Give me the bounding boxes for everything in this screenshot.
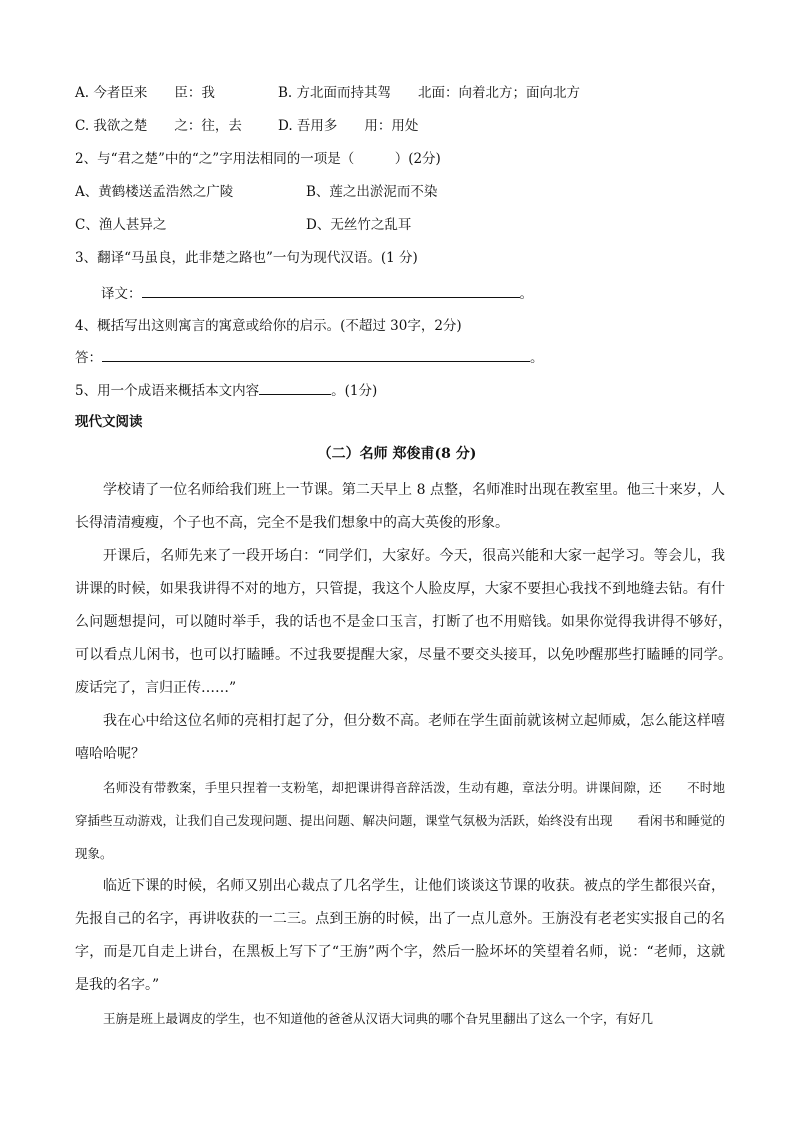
q2-option-c: C、渔人甚异之 (75, 217, 167, 233)
paragraph-2: 开课后，名师先来了一段开场白：“同学们，大家好。今天，很高兴能和大家一起学习。等会儿，我讲课的时候，如果我讲得不对的地方，只管提，我这个人脸皮厚，大家不要担心我找不到地缝去钻。有什么问题想提问，可以随时举手，我的话也不是金口玉言，打断了也不用赔钱。如果你觉得我讲得不够好， 可以看点儿闲书，也可以打瞌睡。不过我要提醒大家，尽量不要交头接耳，以免吵醒那些打瞌睡的同学。 废话完了，言归正传……” (75, 548, 753, 696)
q5-stem: 5、用一个成语来概括本文内容 (75, 383, 260, 399)
paragraph-6: 王旃是班上最调皮的学生，也不知道他的爸爸从汉语大词典的哪个旮旯里翻出了这么一个字，有好几 (103, 1011, 654, 1026)
q5-line (75, 380, 377, 401)
q4-answer-line (75, 347, 544, 368)
q5-stem-end: 。(1分) (331, 383, 378, 399)
q3-end: 。 (519, 286, 533, 302)
q2-option-a: A、黄鹤楼送孟浩然之广陵 (75, 184, 234, 200)
q1-option-d: D. 吾用多 用：用处 (278, 118, 419, 134)
article-title: （二）名师 郑俊甫(8 分) (317, 446, 477, 462)
paragraph-1: 学校请了一位名师给我们班上一节课。第二天早上 8 点整，名师准时出现在教室里。他三十来岁，人长得清清瘦瘦，个子也不高，完全不是我们想象中的高大英俊的形象。 (75, 482, 725, 531)
q3-answer-blank[interactable] (142, 283, 520, 298)
q4-end: 。 (530, 350, 544, 366)
q2-option-b: B、莲之出淤泥而不染 (306, 184, 438, 200)
q4-answer-blank[interactable] (102, 347, 530, 362)
q3-stem: 3、翻译“马虽良，此非楚之路也”一句为现代汉语。(1 分) (75, 250, 418, 266)
q1-option-a: A. 今者臣来 臣：我 (75, 85, 215, 101)
paragraph-5: 临近下课的时候，名师又别出心裁点了几名学生，让他们谈谈这节课的收获。被点的学生都很兴奋，先报自己的名字，再讲收获的一二三。点到王旃的时候，出了一点儿意外。王旃没有老老实实报自己的名字，而是兀自走上讲台，在黑板上写下了“王旃”两个字，然后一脸坏坏的笑望着名师，说：“老师，这就是我的名字。” (75, 878, 725, 993)
q2-stem: 2、与“君之楚”中的“之”字用法相同的一项是（ ）(2分) (75, 151, 441, 167)
paragraph-4: 名师没有带教案，手里只捏着一支粉笔，却把课讲得音辞活泼，生动有趣，章法分明。讲课间隙，还 不时地穿插些互动游戏，让我们自己发现问题、提出问题、解决问题，课堂气氛极为活跃，始终没有出现 看闲书和睡觉的现象。 (75, 780, 726, 861)
q5-answer-blank[interactable] (259, 380, 331, 395)
q3-answer-line (101, 283, 533, 304)
q1-option-b: B. 方北面而持其驾 北面：向着北方；面向北方 (278, 85, 581, 101)
q1-option-c: C. 我欲之楚 之：往，去 (75, 118, 242, 134)
q4-stem: 4、概括写出这则寓言的寓意或给你的启示。(不超过 30字，2分) (75, 318, 462, 334)
paragraph-3: 我在心中给这位名师的亮相打起了分，但分数不高。老师在学生面前就该树立起师威，怎么能这样嘻嘻哈哈呢？ (75, 713, 725, 762)
q2-option-d: D、无丝竹之乱耳 (306, 217, 412, 233)
section-heading: 现代文阅读 (75, 414, 143, 430)
q4-answer-label: 答： (75, 350, 102, 366)
q3-answer-label: 译文： (101, 286, 142, 302)
